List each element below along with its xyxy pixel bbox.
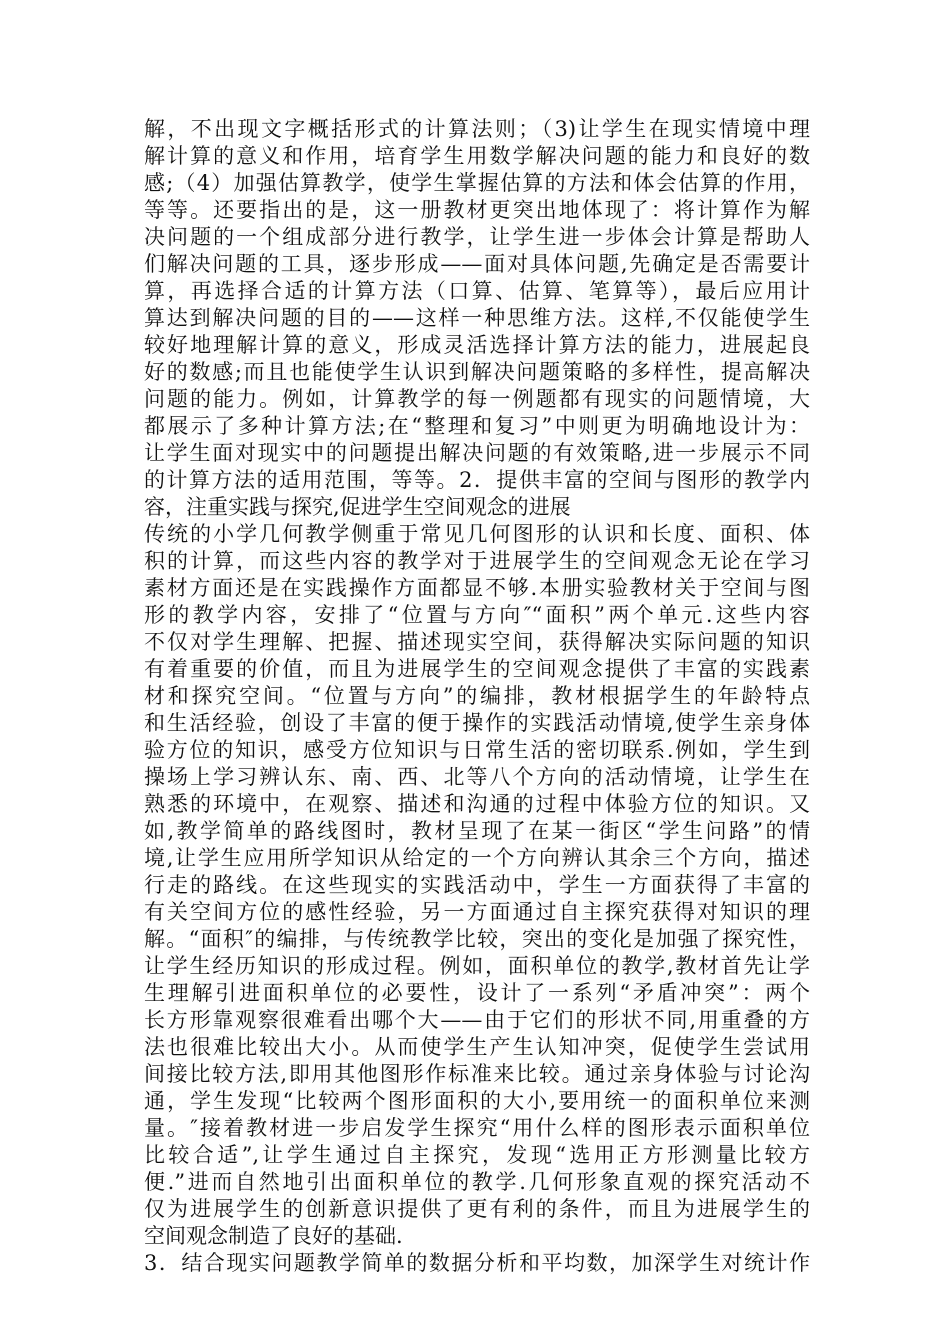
text-line: 们解决问题的工具，逐步形成——面对具体问题,先确定是否需要计 <box>144 252 810 276</box>
text-line: 量。″接着教材进一步启发学生探究“用什么样的图形表示面积单位 <box>144 1116 810 1140</box>
text-line: 算达到解决问题的目的——这样一种思维方法。这样,不仅能使学生 <box>144 306 810 330</box>
text-line: 解。“面积″的编排，与传统教学比较，突出的变化是加强了探究性， <box>144 927 810 951</box>
text-line: 较好地理解计算的意义，形成灵活选择计算方法的能力，进展起良 <box>144 333 810 357</box>
text-line: 行走的路线。在这些现实的实践活动中，学生一方面获得了丰富的 <box>144 873 810 897</box>
text-line: 算，再选择合适的计算方法（口算、估算、笔算等），最后应用计 <box>144 279 810 303</box>
text-line: 素材方面还是在实践操作方面都显不够.本册实验教材关于空间与图 <box>144 576 810 600</box>
text-line: 容，注重实践与探究,促进学生空间观念的进展 <box>144 495 571 519</box>
text-line: 验方位的知识，感受方位知识与日常生活的密切联系.例如，学生到 <box>144 738 810 762</box>
text-line: 法也很难比较出大小。从而使学生产生认知冲突，促使学生尝试用 <box>144 1035 810 1059</box>
body-text <box>144 116 810 1277</box>
text-line: 传统的小学几何教学侧重于常见几何图形的认识和长度、面积、体 <box>144 522 810 546</box>
text-line: 长方形靠观察很难看出哪个大——由于它们的形状不同,用重叠的方 <box>144 1008 810 1032</box>
text-line: 让学生面对现实中的问题提出解决问题的有效策略,进一步展示不同 <box>144 441 810 465</box>
text-line: 境,让学生应用所学知识从给定的一个方向辨认其余三个方向，描述 <box>144 846 810 870</box>
text-line: 的计算方法的适用范围，等等。2．提供丰富的空间与图形的教学内 <box>144 468 810 492</box>
text-line: 有关空间方位的感性经验，另一方面通过自主探究获得对知识的理 <box>144 900 810 924</box>
text-line: 通，学生发现“比较两个图形面积的大小,要用统一的面积单位来测 <box>144 1089 810 1113</box>
text-line: 空间观念制造了良好的基础. <box>144 1224 403 1248</box>
text-line: 解计算的意义和作用，培育学生用数学解决问题的能力和良好的数 <box>144 144 810 168</box>
text-line: 便.”进而自然地引出面积单位的教学.几何形象直观的探究活动不 <box>144 1170 810 1194</box>
text-line: 让学生经历知识的形成过程。例如，面积单位的教学,教材首先让学 <box>144 954 810 978</box>
text-line: 生理解引进面积单位的必要性，设计了一系列“矛盾冲突”：两个 <box>144 981 810 1005</box>
text-line: 感;（4）加强估算教学，使学生掌握估算的方法和体会估算的作用， <box>144 171 810 195</box>
text-line: 和生活经验，创设了丰富的便于操作的实践活动情境,使学生亲身体 <box>144 711 810 735</box>
text-line: 材和探究空间。“位置与方向”的编排，教材根据学生的年龄特点 <box>144 684 810 708</box>
text-line: 决问题的一个组成部分进行教学，让学生进一步体会计算是帮助人 <box>144 225 810 249</box>
text-line: 间接比较方法,即用其他图形作标准来比较。通过亲身体验与讨论沟 <box>144 1062 810 1086</box>
text-line: 都展示了多种计算方法;在“整理和复习”中则更为明确地设计为： <box>144 414 810 438</box>
text-line: 不仅对学生理解、把握、描述现实空间，获得解决实际问题的知识 <box>144 630 810 654</box>
text-line: 好的数感;而且也能使学生认识到解决问题策略的多样性，提高解决 <box>144 360 810 384</box>
text-line: 积的计算，而这些内容的教学对于进展学生的空间观念无论在学习 <box>144 549 810 573</box>
text-line: 有着重要的价值，而且为进展学生的空间观念提供了丰富的实践素 <box>144 657 810 681</box>
text-line: 操场上学习辨认东、南、西、北等八个方向的活动情境，让学生在 <box>144 765 810 789</box>
text-line: 3．结合现实问题教学简单的数据分析和平均数，加深学生对统计作 <box>144 1251 810 1275</box>
text-line: 形的教学内容，安排了“位置与方向″“面积”两个单元.这些内容 <box>144 603 810 627</box>
text-line: 比较合适”,让学生通过自主探究，发现“选用正方形测量比较方 <box>144 1143 810 1167</box>
text-line: 等等。还要指出的是，这一册教材更突出地体现了：将计算作为解 <box>144 198 810 222</box>
text-line: 仅为进展学生的创新意识提供了更有利的条件，而且为进展学生的 <box>144 1197 810 1221</box>
text-line: 解，不出现文字概括形式的计算法则；（3)让学生在现实情境中理 <box>144 117 810 141</box>
text-line: 熟悉的环境中，在观察、描述和沟通的过程中体验方位的知识。又 <box>144 792 810 816</box>
text-line: 如,教学简单的路线图时，教材呈现了在某一街区“学生问路”的情 <box>144 819 810 843</box>
text-line: 问题的能力。例如，计算教学的每一例题都有现实的问题情境，大 <box>144 387 810 411</box>
